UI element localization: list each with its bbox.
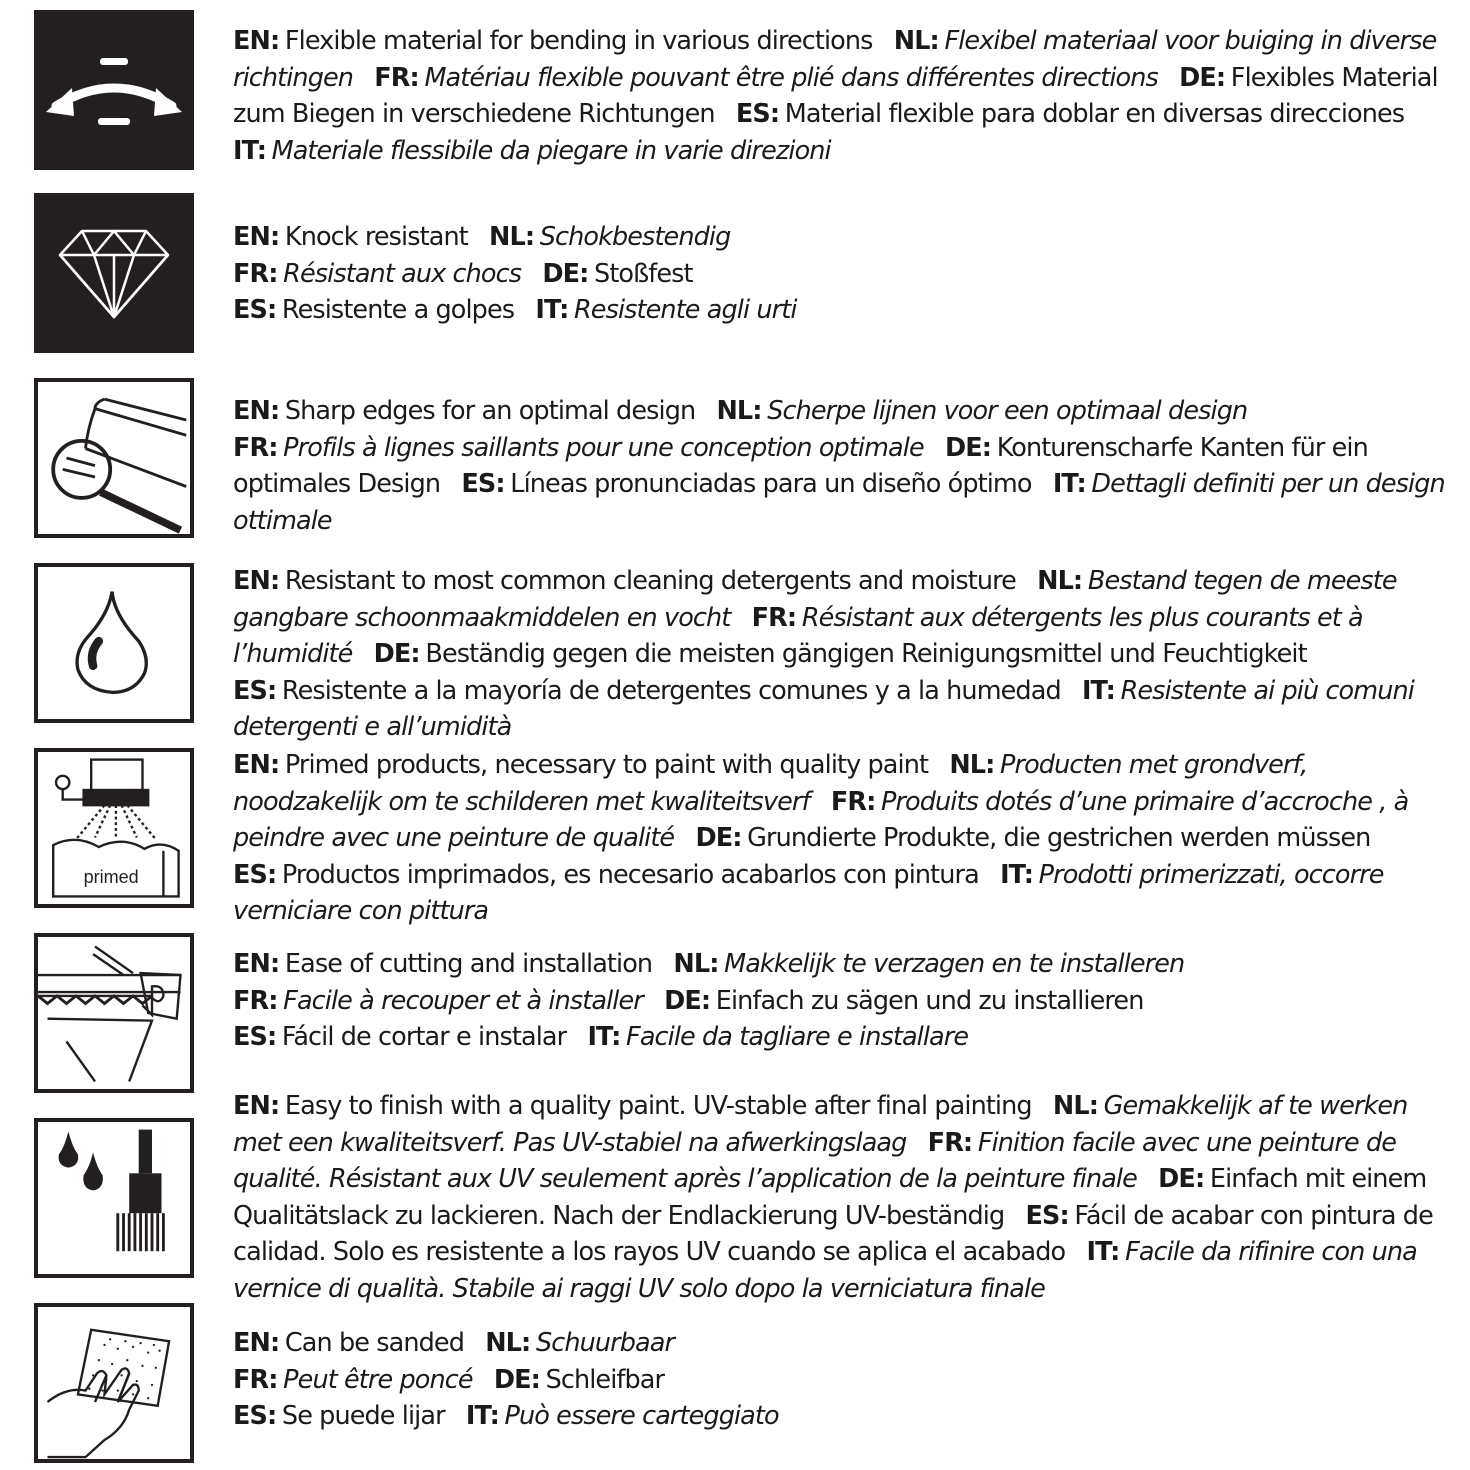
spray-primer-icon xyxy=(34,748,194,908)
lang-it: IT: Dettagli definiti per un design ottimale xyxy=(233,469,1445,536)
lang-de: DE: Stoßfest xyxy=(542,258,693,289)
lang-fr: FR: Facile à recouper et à installer xyxy=(233,985,643,1016)
water-drop-icon xyxy=(34,563,194,723)
paint-brush-drops-icon xyxy=(34,1118,194,1278)
lang-nl: NL: Bestand tegen de meeste gangbare schoonmaakmiddelen en vocht xyxy=(233,566,1397,633)
lang-es: ES: Resistente a golpes xyxy=(233,295,515,325)
lang-nl: NL: Flexibel materiaal voor buiging in diverse richtingen xyxy=(233,26,1437,93)
lang-it: IT: Facile da rifinire con una vernice di qualità. Stabile ai raggi UV solo dopo la verniciatura finale xyxy=(233,1237,1417,1304)
lang-de: DE: Einfach zu sägen und zu installieren xyxy=(664,985,1144,1016)
feature-text-primed xyxy=(233,747,1458,930)
lang-de: DE: Flexibles Material zum Biegen in verschiedene Richtungen xyxy=(233,62,1438,129)
lang-en: EN: Knock resistant xyxy=(233,222,468,252)
lang-en: EN: Easy to finish with a quality paint. UV-stable after final painting xyxy=(233,1091,1032,1121)
lang-fr: FR: Profils à lignes saillants pour une conception optimale xyxy=(233,432,924,463)
lang-nl: NL: Producten met grondverf, noodzakelijk om te schilderen met kwaliteitsverf xyxy=(233,750,1308,817)
lang-en: EN: Resistant to most common cleaning detergents and moisture xyxy=(233,566,1016,596)
diamond-icon xyxy=(34,193,194,353)
sanding-hand-icon xyxy=(34,1303,194,1463)
feature-text-knock-resistant xyxy=(233,219,1458,329)
lang-de: DE: Beständig gegen die meisten gängigen Reinigungsmittel und Feuchtigkeit xyxy=(373,639,1307,669)
lang-nl: NL: Gemakkelijk af te werken met een kwaliteitsverf. Pas UV-stabiel na afwerkingslaag xyxy=(233,1091,1408,1158)
lang-fr: FR: Finition facile avec une peinture de qualité. Résistant aux UV seulement après l’application de la peinture finale xyxy=(233,1127,1397,1194)
lang-es: ES: Material flexible para doblar en diversas direcciones xyxy=(735,99,1405,129)
feature-text-sanding xyxy=(233,1325,1458,1435)
lang-fr: FR: Produits dotés d’une primaire d’accroche , à peindre avec une peinture de qualité xyxy=(233,786,1409,853)
lang-es: ES: Resistente a la mayoría de detergentes comunes y a la humedad xyxy=(233,675,1061,706)
moulding-magnifier-icon xyxy=(34,378,194,538)
lang-nl: NL: Scherpe lijnen voor een optimaal design xyxy=(716,396,1248,426)
lang-es: ES: Líneas pronunciadas para un diseño óptimo xyxy=(461,469,1032,499)
saw-icon xyxy=(34,933,194,1093)
lang-it: IT: Resistente agli urti xyxy=(535,295,797,325)
lang-en: EN: Primed products, necessary to paint with quality paint xyxy=(233,750,929,780)
lang-it: IT: Materiale flessibile da piegare in varie direzioni xyxy=(233,135,831,166)
lang-it: IT: Facile da tagliare e installare xyxy=(587,1022,969,1052)
svg-text:primed: primed xyxy=(83,867,139,888)
lang-nl: NL: Schuurbaar xyxy=(485,1328,675,1358)
lang-en: EN: Ease of cutting and installation xyxy=(233,949,653,979)
feature-text-moisture xyxy=(233,563,1458,746)
feature-text-sharp-edges xyxy=(233,393,1458,539)
lang-de: DE: Konturenscharfe Kanten für ein optimales Design xyxy=(233,432,1368,499)
lang-nl: NL: Schokbestendig xyxy=(489,222,731,252)
lang-de: DE: Schleifbar xyxy=(493,1364,665,1395)
lang-es: ES: Fácil de acabar con pintura de calidad. Solo es resistente a los rayos UV cuando se aplica el acabado xyxy=(233,1200,1433,1267)
lang-fr: FR: Peut être poncé xyxy=(233,1364,473,1395)
lang-de: DE: Einfach mit einem Qualitätslack zu lackieren. Nach der Endlackierung UV-beständig xyxy=(233,1164,1427,1231)
lang-en: EN: Sharp edges for an optimal design xyxy=(233,396,696,426)
lang-en: EN: Can be sanded xyxy=(233,1328,464,1358)
lang-it: IT: Resistente ai più comuni detergenti e all’umidità xyxy=(233,675,1414,742)
lang-fr: FR: Résistant aux chocs xyxy=(233,258,522,289)
feature-text-cutting xyxy=(233,946,1458,1056)
lang-fr: FR: Résistant aux détergents les plus courants et à l’humidité xyxy=(233,602,1363,669)
feature-text-flexible xyxy=(233,23,1458,169)
lang-fr: FR: Matériau flexible pouvant être plié dans différentes directions xyxy=(374,62,1158,93)
bend-arrows-icon xyxy=(34,10,194,170)
lang-es: ES: Fácil de cortar e instalar xyxy=(233,1022,567,1052)
lang-en: EN: Flexible material for bending in various directions xyxy=(233,26,873,56)
lang-de: DE: Grundierte Produkte, die gestrichen werden müssen xyxy=(695,823,1371,853)
lang-nl: NL: Makkelijk te verzagen en te installeren xyxy=(673,949,1185,979)
lang-es: ES: Se puede lijar xyxy=(233,1401,445,1431)
lang-it: IT: Può essere carteggiato xyxy=(465,1401,779,1431)
lang-it: IT: Prodotti primerizzati, occorre verniciare con pittura xyxy=(233,859,1384,926)
feature-text-finish xyxy=(233,1088,1458,1307)
lang-es: ES: Productos imprimados, es necesario acabarlos con pintura xyxy=(233,859,979,890)
